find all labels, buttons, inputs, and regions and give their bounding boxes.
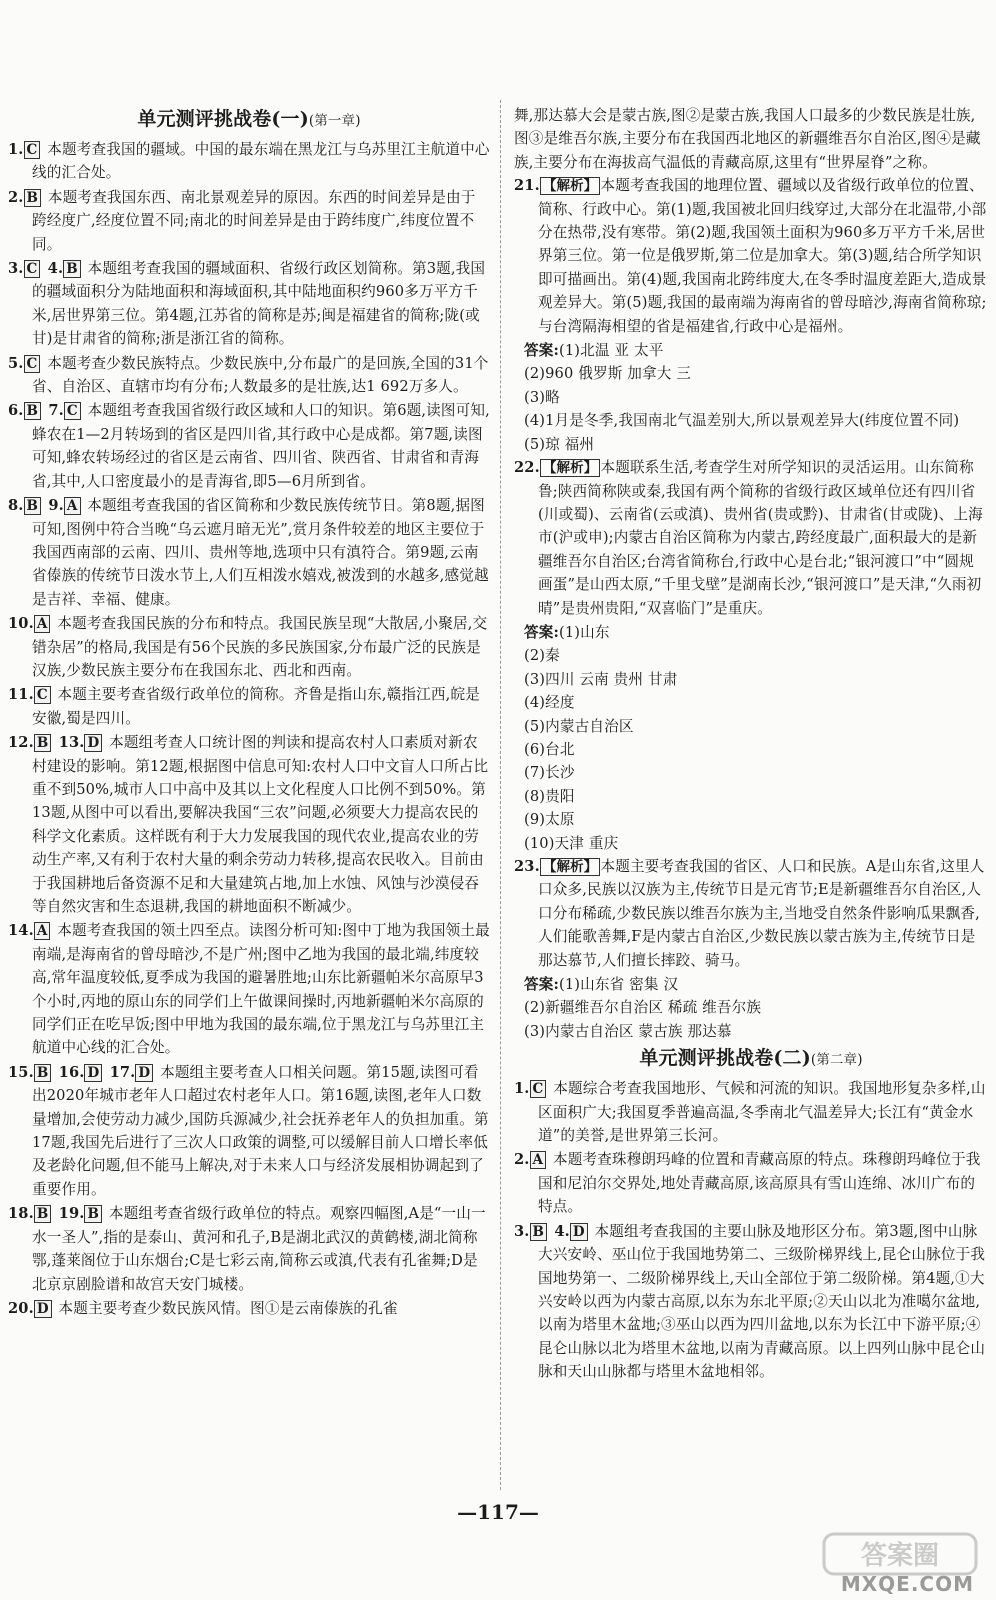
- ch2-question-2: 2. A 本题考查珠穆朗玛峰的位置和青藏高原的特点。珠穆朗玛峰位于我国和尼泊尔交界处,地处青藏高原,该高原具有雪山连绵、冰川广布的特点。: [514, 1151, 981, 1216]
- section-title-2: 单元测评挑战卷(二)(第二章): [639, 1047, 863, 1070]
- question-5: 5. C 本题考查少数民族特点。少数民族中,分布最广的是回族,全国的31个省、自治区、直辖市均有分布;人数最多的是壮族,达1 692万多人。: [8, 354, 489, 396]
- answers-21: 答案:(1)北温 亚 太平 (2)960 俄罗斯 加拿大 三 (3)略 (4)1月是冬季,我国南北气温差别大,所以景观差异大(纬度位置不同) (5)琼 福州: [524, 342, 960, 453]
- ch2-question-1: 1. C 本题综合考查我国地形、气候和河流的知识。我国地形复杂多样,山区面积广大;我国夏季普遍高温,冬季南北气温差异大;长江有“黄金水道”的美誉,是世界第三长河。: [514, 1080, 986, 1145]
- question-2: 2. B 本题考查我国东西、南北景观差异的原因。东西的时间差异是由于跨经度广,经度位置不同;南北的时间差异是由于跨纬度广,纬度位置不同。: [8, 188, 476, 253]
- question-14: 14. A 本题考查我国的领土四至点。读图分析可知:图中丁地为我国领土最南端,是海南省的曾母暗沙,不是广州;图中乙地为我国的最北端,纬度较高,常年温度较低,夏季成为我国的避暑胜地;山东比新疆帕米尔高原早3个小时,丙地的原山东的同学们上午做课间操时,丙地新疆帕米尔高原的同学们正在吃早饭;图中甲地为我国的最东端,位于黑龙江与乌苏里江主航道中心线的汇合处。: [8, 922, 490, 1057]
- question-23: 23. 【解析】 本题主要考查我国的省区、人口和民族。A是山东省,这里人口众多,民族以汉族为主,传统节日是元宵节;E是新疆维吾尔自治区,人口分布稀疏,少数民族以维吾尔族为主,当地受自然条件影响瓜果飘香,人们能歌善舞,F是内蒙古自治区,少数民族以蒙古族为主,传统节日是那达慕节,人们擅长摔跤、骑马。: [514, 858, 985, 969]
- question-11: 11. C 本题主要考查省级行政单位的简称。齐鲁是指山东,赣指江西,皖是安徽,蜀是四川。: [8, 686, 480, 727]
- question-3-4: 3. C 4. B 本题组考查我国的疆域面积、省级行政区划简称。第3题,我国的疆域面积分为陆地面积和海域面积,其中陆地面积约960多万平方千米,居世界第三位。第4题,江苏省的简称是苏;闽是福建省的简称;陇(或甘)是甘肃省的简称;浙是浙江省的简称。: [8, 260, 486, 348]
- svg-text:答案圈: 答案圈: [860, 1541, 940, 1571]
- question-12-13: 12. B 13. D 本题组考查人口统计图的判读和提高农村人口素质对新农村建设的影响。第12题,根据图中信息可知:农村人口中文盲人口所占比重不到50%,城市人口中高中及其以上文化程度人口比例不到50%。第13题,从图中可以看出,要解决我国“三农”问题,必须要大力提高农民的科学文化素质。这样既有利于大力发展我国的现代农业,提高农业的劳动生产率,又有利于农村大量的剩余劳动力转移,提高农民收入。目前由于我国耕地后备资源不足和大量建筑占地,加上水蚀、风蚀与沙漠侵吞等自然灾害和生态退耕,我国的耕地面积不断减少。: [8, 734, 489, 915]
- question-6-7: 6. B 7. C 本题组考查我国省级行政区域和人口的知识。第6题,读图可知,蜂农在1—2月转场到的省区是四川省,其行政中心是成都。第7题,读图可知,蜂农转场经过的省区是云南省、四川省、陕西省、甘肃省和青海省,其中,人口密度最小的是青海省,即5—6月所到省。: [8, 402, 490, 490]
- question-15-17: 15. B 16. D 17. D 本题组主要考查人口相关问题。第15题,读图可看出2020年城市老年人口超过农村老年人口。第16题,读图,老年人口数量增加,会使劳动力减少,国防兵源减少,社会抚养老年人的负担加重。第17题,我国先后进行了三次人口政策的调整,可以缓解目前人口增长率低及老龄化问题,但不能马上解决,对于未来人口与经济发展相协调起到了重要作用。: [8, 1063, 489, 1198]
- column-divider: [500, 100, 501, 1490]
- question-10: 10. A 本题考查我国民族的分布和特点。我国民族呈现“大散居,小聚居,交错杂居”的格局,我国是有56个民族的多民族国家,分布最广泛的民族是汉族,少数民族主要分布在我国东北、西北和西南。: [8, 615, 488, 679]
- watermark-url: MXQE.COM: [840, 1572, 974, 1596]
- question-1: 1. C 本题考查我国的疆域。中国的最东端在黑龙江与乌苏里江主航道中心线的汇合处。: [8, 141, 490, 182]
- section-title-1: 单元测评挑战卷(一)(第一章): [137, 108, 361, 130]
- question-21: 21. 【解析】 本题考查我国的地理位置、疆域以及省级行政单位的位置、简称、行政中心。第(1)题,我国被北回归线穿过,大部分在北温带,小部分在热带,没有寒带。第(2)题,我国领土面积为960多万平方千米,居世界第三位。第一位是俄罗斯,第二位是加拿大。第(3)题,结合所学知识即可描画出。第(4)题,我国南北跨纬度大,在冬季时温度差距大,造成景观差异大。第(5)题,我国的最南端为海南省的曾母暗沙,海南省简称琼;与台湾隔海相望的省是福建省,行政中心是福州。: [514, 177, 987, 335]
- left-column: [8, 104, 490, 1321]
- question-22: 22. 【解析】 本题联系生活,考查学生对所学知识的灵活运用。山东简称鲁;陕西简称陕或秦,我国有两个简称的省级行政区域单位还有四川省(川或蜀)、云南省(云或滇)、贵州省(贵或黔)、甘肃省(甘或陇)、上海市(沪或申);内蒙古自治区简称为内蒙古,跨经度最广,面积最大的是新疆维吾尔自治区;台湾省简称台,行政中心是台北;“银河渡口”中“圆规画蛋”是山西太原,“千里戈壁”是湖南长沙,“银河渡口”是天津,“久雨初晴”是贵州贵阳,“双喜临门”是重庆。: [514, 459, 983, 617]
- answers-23: 答案:(1)山东省 密集 汉 (2)新疆维吾尔自治区 稀疏 维吾尔族 (3)内蒙古自治区 蒙古族 那达慕: [524, 976, 762, 1040]
- page-number: —117—: [457, 1500, 539, 1524]
- right-column: [514, 104, 988, 1385]
- answers-22: 答案:(1)山东 (2)秦 (3)四川 云南 贵州 甘肃 (4)经度 (5)内蒙古自治区 (6)台北 (7)长沙 (8)贵阳 (9)太原 (10)天津 重庆: [524, 623, 678, 852]
- ch2-question-3-4: 3. B 4. D 本题组考查我国的主要山脉及地形区分布。第3题,图中山脉大兴安岭、巫山位于我国地势第二、三级阶梯界线上,昆仑山脉位于我国地势第一、二级阶梯界线上,天山全部位于第二级阶梯。第4题,①大兴安岭以西为内蒙古高原,以东为东北平原;②天山以北为准噶尔盆地,以南为塔里木盆地;③巫山以西为四川盆地,以东为长江中下游平原;④昆仑山脉以北为塔里木盆地,以南为青藏高原。以上四列山脉中昆仑山脉和天山山脉都与塔里木盆地相邻。: [514, 1222, 986, 1381]
- question-20: 20. D 本题主要考查少数民族风情。图①是云南傣族的孔雀: [8, 1299, 398, 1317]
- question-18-19: 18. B 19. B 本题组考查省级行政单位的特点。观察四幅图,A是“一山一水一圣人”,指的是泰山、黄河和孔子,B是湖北武汉的黄鹤楼,湖北简称鄂,蓬莱阁位于山东烟台;C是七彩云南,简称云或滇,代表有孔雀舞;D是北京京剧脸谱和故宫天安门城楼。: [8, 1205, 486, 1293]
- question-8-9: 8. B 9. A 本题组考查我国的省区简称和少数民族传统节日。第8题,据图可知,图例中符合当晚“乌云遮月暗无光”,赏月条件较差的地区主要位于我国西南部的云南、四川、贵州等地,选项中只有滇符合。第9题,云南省傣族的传统节日泼水节上,人们互相泼水嬉戏,被泼到的水越多,感觉越是吉祥、幸福、健康。: [8, 497, 489, 608]
- question-20-continued: 舞,那达慕大会是蒙古族,图②是蒙古族,我国人口最多的少数民族是壮族,图③是维吾尔族,主要分布在我国西北地区的新疆维吾尔自治区,图④是藏族,主要分布在海拔高气温低的青藏高原,这里有“世界屋脊”之称。: [514, 107, 981, 171]
